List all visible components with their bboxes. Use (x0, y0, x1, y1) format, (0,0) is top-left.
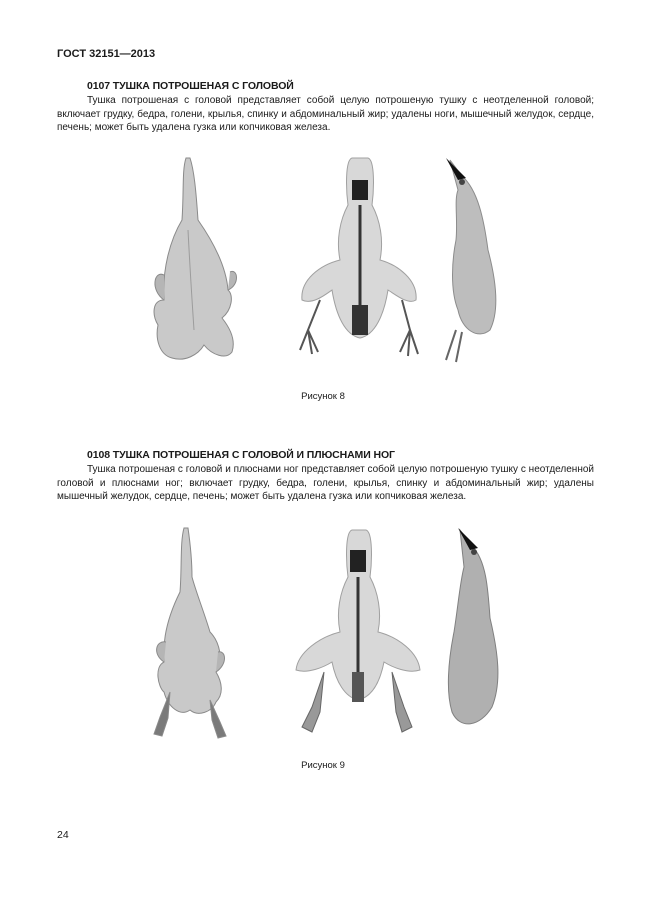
carcass-photo (154, 158, 236, 359)
section-title: 0108 ТУШКА ПОТРОШЕНАЯ С ГОЛОВОЙ И ПЛЮСНАМИ НОГ (87, 449, 395, 461)
section-body: Тушка потрошеная с головой представляет собой целую потрошеную тушку с неотделенной головой; включает грудку, бедра, голени, крылья, спинку и абдоминальный жир; удалены ноги, мышечный желудок, сердце, печень; может быть удалена гузка или копчиковая железа. (57, 95, 594, 133)
section-body: Тушка потрошеная с головой и плюснами ног представляет собой целую потрошеную тушку с неотделенной головой и плюснами ног; включает грудку, бедра, голени, крылья, спинку и абдоминальный жир; удалены мышечный желудок, сердце, печень; может быть удалена гузка или копчиковая железа. (57, 464, 594, 502)
document-header: ГОСТ 32151—2013 (57, 48, 156, 60)
section-title: 0107 ТУШКА ПОТРОШЕНАЯ С ГОЛОВОЙ (87, 80, 294, 92)
section-0107 (57, 80, 594, 135)
figure-9-caption: Рисунок 9 (301, 760, 345, 771)
figure-8-caption: Рисунок 8 (301, 391, 345, 402)
figure-9 (140, 522, 520, 747)
figure-8 (140, 150, 520, 375)
xray-front-image (300, 158, 418, 356)
section-0108 (57, 449, 594, 504)
xray-front-image (296, 530, 420, 732)
xray-side-image (448, 528, 498, 724)
carcass-photo (154, 528, 226, 738)
xray-side-image (446, 158, 496, 362)
page-number: 24 (57, 829, 69, 841)
